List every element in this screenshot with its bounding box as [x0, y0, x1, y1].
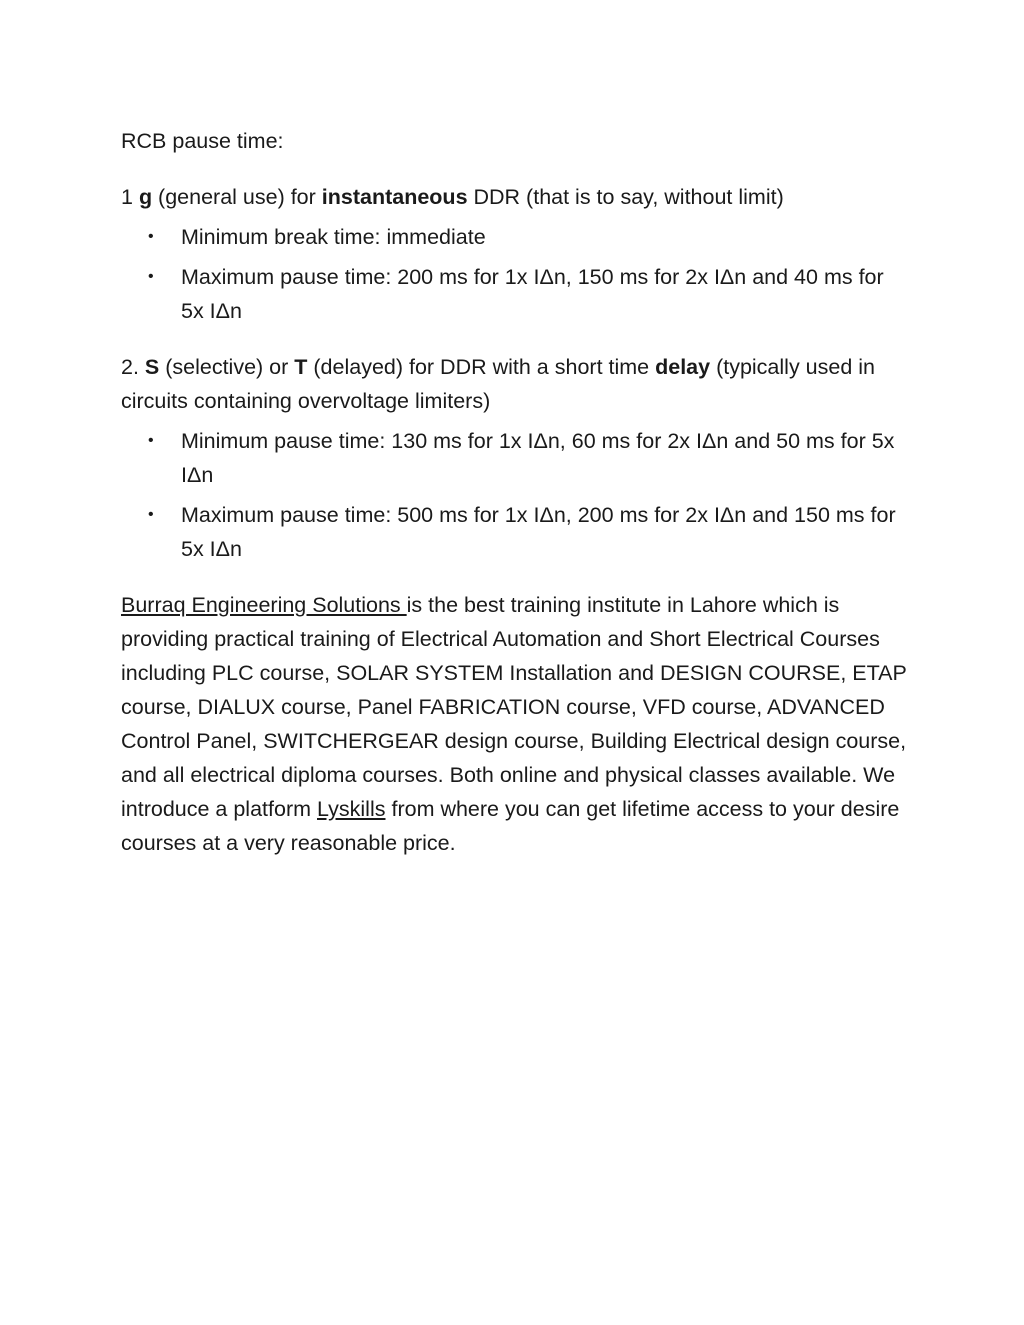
- list-item-text: Maximum pause time: 500 ms for 1x IΔn, 200 ms for 2x IΔn and 150 ms for 5x IΔn: [181, 503, 896, 561]
- section-1-bullet-list: [121, 220, 911, 328]
- bullet-icon: •: [148, 228, 154, 245]
- section-2-bullet-list: [121, 424, 911, 566]
- bullet-icon: •: [148, 268, 154, 285]
- document-page: [121, 124, 911, 860]
- closing-text-2: from where you can get lifetime access to your desire courses at a very reasonable price.: [121, 797, 900, 855]
- section-1-bold-instantaneous: instantaneous: [321, 185, 468, 209]
- section-2-mid-2: (delayed) for DDR with a short time: [307, 355, 656, 379]
- lyskills-link[interactable]: Lyskills: [317, 797, 386, 821]
- list-item: [121, 260, 911, 328]
- section-2-prefix: 2.: [121, 355, 145, 379]
- list-item-text: Maximum pause time: 200 ms for 1x IΔn, 150 ms for 2x IΔn and 40 ms for 5x IΔn: [181, 265, 884, 323]
- section-2-heading: [121, 350, 911, 418]
- list-item: [121, 498, 911, 566]
- section-2-bold-t: T: [294, 355, 308, 379]
- list-item-text: Minimum break time: immediate: [181, 225, 486, 249]
- closing-text-1: is the best training institute in Lahore which is providing practical training of Electrical Automation and Short Electrical Courses including PLC course, SOLAR SYSTEM Installation and DESIGN COURSE, ETAP course, DIALUX course, Panel FABRICATION course, VFD course, ADVANCED Control Panel, SWITCHERGEAR design course, Building Electrical design course, and all electrical diploma courses. Both online and physical classes available. We introduce a platform: [121, 593, 907, 821]
- closing-paragraph: [121, 588, 911, 860]
- section-1-prefix: 1: [121, 185, 139, 209]
- list-item-text: Minimum pause time: 130 ms for 1x IΔn, 60 ms for 2x IΔn and 50 ms for 5x IΔn: [181, 429, 895, 487]
- bullet-icon: •: [148, 432, 154, 449]
- section-1-suffix: DDR (that is to say, without limit): [467, 185, 784, 209]
- section-2-bold-s: S: [144, 355, 160, 379]
- list-item: [121, 424, 911, 492]
- page-title: RCB pause time:: [121, 129, 284, 153]
- section-2-mid-1: (selective) or: [159, 355, 295, 379]
- list-item: [121, 220, 911, 254]
- burraq-engineering-link[interactable]: Burraq Engineering Solutions: [121, 593, 407, 617]
- section-1-mid: (general use) for: [152, 185, 322, 209]
- section-1-heading: [121, 180, 911, 214]
- bullet-icon: •: [148, 506, 154, 523]
- section-1-bold-g: g: [138, 185, 153, 209]
- section-2-bold-delay: delay: [655, 355, 711, 379]
- section-2-suffix: (typically used in circuits containing overvoltage limiters): [121, 355, 875, 413]
